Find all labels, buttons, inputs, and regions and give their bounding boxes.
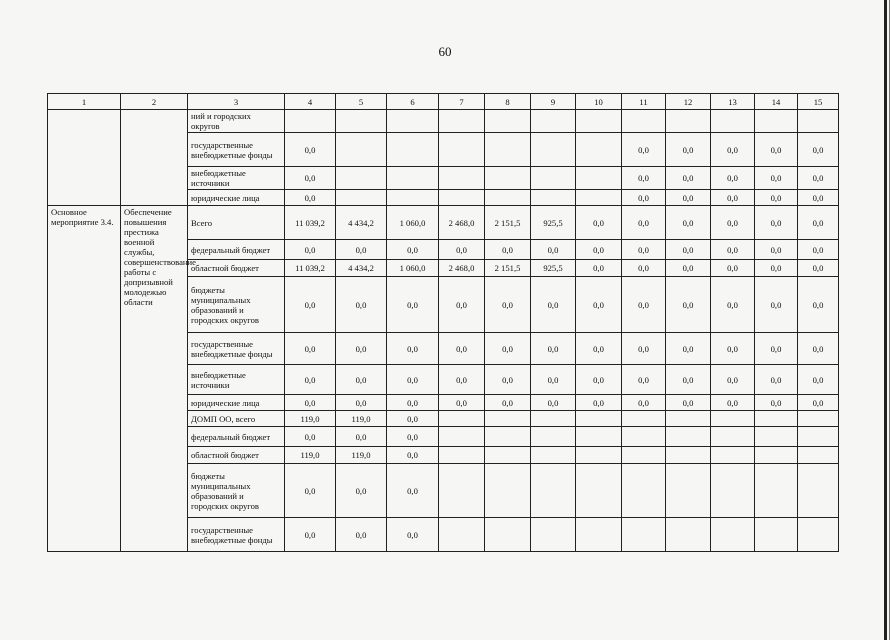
column-header: 5 (336, 94, 387, 110)
value-cell: 0,0 (666, 333, 711, 365)
value-cell: 0,0 (285, 277, 336, 333)
value-cell (485, 464, 531, 518)
funding-source-cell: государственные внебюджетные фонды (188, 133, 285, 167)
value-cell (531, 427, 576, 447)
value-cell: 0,0 (798, 260, 839, 277)
funding-source-cell: федеральный бюджет (188, 240, 285, 260)
funding-source-cell: Всего (188, 206, 285, 240)
value-cell: 0,0 (285, 167, 336, 190)
column-header: 12 (666, 94, 711, 110)
value-cell: 0,0 (285, 333, 336, 365)
value-cell: 0,0 (622, 277, 666, 333)
value-cell: 0,0 (711, 333, 755, 365)
value-cell (666, 447, 711, 464)
value-cell (711, 464, 755, 518)
column-header: 3 (188, 94, 285, 110)
value-cell: 0,0 (666, 395, 711, 411)
value-cell: 0,0 (439, 277, 485, 333)
value-cell (439, 464, 485, 518)
funding-source-cell: государственные внебюджетные фонды (188, 518, 285, 552)
value-cell (666, 110, 711, 133)
column-header: 11 (622, 94, 666, 110)
value-cell (755, 411, 798, 427)
value-cell (798, 518, 839, 552)
value-cell (666, 464, 711, 518)
value-cell: 0,0 (485, 395, 531, 411)
value-cell (798, 447, 839, 464)
value-cell: 0,0 (666, 206, 711, 240)
value-cell: 0,0 (666, 260, 711, 277)
value-cell: 0,0 (531, 395, 576, 411)
value-cell: 0,0 (531, 240, 576, 260)
value-cell: 0,0 (711, 277, 755, 333)
value-cell (666, 427, 711, 447)
value-cell (439, 518, 485, 552)
value-cell: 0,0 (285, 365, 336, 395)
value-cell (531, 110, 576, 133)
table-body (48, 110, 839, 552)
funding-source-cell: юридические лица (188, 395, 285, 411)
column-header: 13 (711, 94, 755, 110)
value-cell (531, 518, 576, 552)
value-cell: 0,0 (387, 333, 439, 365)
value-cell (531, 167, 576, 190)
value-cell: 0,0 (387, 395, 439, 411)
value-cell: 0,0 (755, 133, 798, 167)
value-cell (387, 190, 439, 206)
value-cell: 0,0 (439, 365, 485, 395)
value-cell: 0,0 (387, 277, 439, 333)
value-cell (622, 411, 666, 427)
column-header: 6 (387, 94, 439, 110)
scan-edge (884, 0, 887, 640)
value-cell: 0,0 (622, 133, 666, 167)
value-cell: 925,5 (531, 206, 576, 240)
value-cell: 0,0 (285, 190, 336, 206)
value-cell (576, 447, 622, 464)
value-cell (711, 427, 755, 447)
value-cell (711, 110, 755, 133)
table-row (48, 206, 839, 240)
value-cell (622, 464, 666, 518)
value-cell: 0,0 (285, 240, 336, 260)
measure-description-cell (121, 110, 188, 206)
value-cell: 0,0 (576, 333, 622, 365)
value-cell (576, 110, 622, 133)
value-cell (485, 167, 531, 190)
value-cell: 0,0 (666, 167, 711, 190)
value-cell (711, 411, 755, 427)
value-cell (485, 447, 531, 464)
value-cell: 0,0 (755, 190, 798, 206)
funding-source-cell: ний и городских округов (188, 110, 285, 133)
value-cell: 0,0 (711, 395, 755, 411)
funding-source-cell: областной бюджет (188, 260, 285, 277)
value-cell: 0,0 (798, 240, 839, 260)
value-cell (485, 427, 531, 447)
value-cell: 0,0 (387, 365, 439, 395)
value-cell: 0,0 (387, 427, 439, 447)
value-cell: 0,0 (622, 365, 666, 395)
measure-name-cell: Основное мероприятие 3.4. (48, 206, 121, 552)
value-cell (576, 518, 622, 552)
value-cell: 0,0 (711, 167, 755, 190)
value-cell (798, 110, 839, 133)
value-cell: 0,0 (336, 427, 387, 447)
value-cell: 0,0 (711, 240, 755, 260)
column-header: 10 (576, 94, 622, 110)
value-cell: 0,0 (336, 518, 387, 552)
value-cell (387, 133, 439, 167)
value-cell (439, 427, 485, 447)
value-cell (622, 427, 666, 447)
value-cell: 0,0 (666, 365, 711, 395)
value-cell: 0,0 (711, 190, 755, 206)
value-cell: 2 151,5 (485, 260, 531, 277)
funding-source-cell: областной бюджет (188, 447, 285, 464)
value-cell (531, 190, 576, 206)
value-cell: 0,0 (622, 167, 666, 190)
value-cell (336, 190, 387, 206)
value-cell: 0,0 (622, 240, 666, 260)
value-cell: 0,0 (531, 333, 576, 365)
value-cell (798, 427, 839, 447)
value-cell: 0,0 (755, 260, 798, 277)
value-cell (576, 464, 622, 518)
value-cell: 11 039,2 (285, 260, 336, 277)
value-cell: 0,0 (622, 260, 666, 277)
value-cell (387, 167, 439, 190)
funding-source-cell: федеральный бюджет (188, 427, 285, 447)
value-cell (666, 518, 711, 552)
value-cell (531, 464, 576, 518)
value-cell (576, 167, 622, 190)
value-cell (576, 133, 622, 167)
measure-name-cell (48, 110, 121, 206)
value-cell: 0,0 (336, 240, 387, 260)
value-cell: 0,0 (798, 190, 839, 206)
value-cell: 0,0 (576, 395, 622, 411)
value-cell: 0,0 (285, 395, 336, 411)
value-cell: 925,5 (531, 260, 576, 277)
value-cell: 0,0 (285, 518, 336, 552)
value-cell (439, 133, 485, 167)
value-cell (622, 518, 666, 552)
value-cell (622, 447, 666, 464)
value-cell: 0,0 (622, 395, 666, 411)
value-cell: 0,0 (755, 206, 798, 240)
funding-source-cell: ДОМП ОО, всего (188, 411, 285, 427)
value-cell: 0,0 (622, 206, 666, 240)
value-cell (439, 411, 485, 427)
value-cell: 0,0 (755, 277, 798, 333)
value-cell (711, 447, 755, 464)
value-cell: 0,0 (798, 277, 839, 333)
value-cell: 0,0 (711, 206, 755, 240)
value-cell: 0,0 (531, 277, 576, 333)
value-cell: 0,0 (336, 464, 387, 518)
value-cell (439, 447, 485, 464)
funding-source-cell: юридические лица (188, 190, 285, 206)
value-cell: 0,0 (755, 167, 798, 190)
value-cell: 0,0 (622, 333, 666, 365)
funding-table (47, 93, 839, 552)
value-cell (531, 447, 576, 464)
value-cell: 0,0 (622, 190, 666, 206)
value-cell: 0,0 (285, 464, 336, 518)
value-cell: 0,0 (336, 365, 387, 395)
value-cell: 0,0 (531, 365, 576, 395)
value-cell: 0,0 (755, 333, 798, 365)
value-cell: 0,0 (666, 133, 711, 167)
value-cell: 2 468,0 (439, 206, 485, 240)
value-cell: 0,0 (336, 333, 387, 365)
value-cell (485, 133, 531, 167)
value-cell: 2 151,5 (485, 206, 531, 240)
value-cell (576, 427, 622, 447)
value-cell (336, 110, 387, 133)
value-cell (531, 133, 576, 167)
value-cell: 0,0 (798, 206, 839, 240)
value-cell: 0,0 (485, 240, 531, 260)
value-cell: 4 434,2 (336, 260, 387, 277)
value-cell: 4 434,2 (336, 206, 387, 240)
value-cell (755, 427, 798, 447)
value-cell: 0,0 (485, 333, 531, 365)
value-cell (285, 110, 336, 133)
value-cell (439, 167, 485, 190)
value-cell: 0,0 (755, 395, 798, 411)
value-cell (755, 447, 798, 464)
value-cell: 1 060,0 (387, 260, 439, 277)
funding-source-cell: бюджеты муниципальных образований и городских округов (188, 464, 285, 518)
value-cell: 0,0 (387, 464, 439, 518)
value-cell (711, 518, 755, 552)
funding-source-cell: государственные внебюджетные фонды (188, 333, 285, 365)
value-cell: 0,0 (576, 240, 622, 260)
value-cell: 0,0 (485, 277, 531, 333)
value-cell (798, 411, 839, 427)
column-header: 15 (798, 94, 839, 110)
value-cell: 0,0 (576, 206, 622, 240)
value-cell: 0,0 (798, 133, 839, 167)
value-cell: 0,0 (711, 133, 755, 167)
value-cell: 0,0 (387, 447, 439, 464)
value-cell: 119,0 (336, 447, 387, 464)
value-cell: 0,0 (798, 395, 839, 411)
value-cell: 0,0 (285, 133, 336, 167)
value-cell: 119,0 (285, 447, 336, 464)
value-cell: 0,0 (576, 260, 622, 277)
value-cell (485, 190, 531, 206)
value-cell (439, 190, 485, 206)
column-header: 14 (755, 94, 798, 110)
value-cell: 0,0 (387, 518, 439, 552)
column-header: 8 (485, 94, 531, 110)
column-header: 2 (121, 94, 188, 110)
value-cell (439, 110, 485, 133)
value-cell: 0,0 (576, 365, 622, 395)
value-cell: 0,0 (755, 365, 798, 395)
column-header: 4 (285, 94, 336, 110)
value-cell: 0,0 (798, 365, 839, 395)
value-cell: 0,0 (439, 240, 485, 260)
value-cell (336, 133, 387, 167)
value-cell (798, 464, 839, 518)
value-cell: 0,0 (336, 277, 387, 333)
value-cell: 0,0 (439, 395, 485, 411)
value-cell (576, 190, 622, 206)
measure-description-cell: Обеспечение повышения престижа военной службы, совершенствование работы с допризывной молодежью области (121, 206, 188, 552)
value-cell (666, 411, 711, 427)
value-cell: 11 039,2 (285, 206, 336, 240)
column-header: 1 (48, 94, 121, 110)
value-cell: 0,0 (711, 365, 755, 395)
value-cell (387, 110, 439, 133)
value-cell (485, 518, 531, 552)
value-cell: 0,0 (285, 427, 336, 447)
value-cell: 0,0 (666, 190, 711, 206)
value-cell: 1 060,0 (387, 206, 439, 240)
value-cell (755, 110, 798, 133)
column-header: 7 (439, 94, 485, 110)
value-cell: 0,0 (798, 333, 839, 365)
value-cell: 0,0 (798, 167, 839, 190)
column-header: 9 (531, 94, 576, 110)
value-cell (336, 167, 387, 190)
value-cell: 0,0 (439, 333, 485, 365)
value-cell (755, 518, 798, 552)
value-cell: 0,0 (387, 240, 439, 260)
value-cell (755, 464, 798, 518)
value-cell: 119,0 (336, 411, 387, 427)
funding-source-cell: бюджеты муниципальных образований и городских округов (188, 277, 285, 333)
page-number: 60 (438, 44, 452, 59)
table-row (48, 110, 839, 133)
value-cell: 0,0 (336, 395, 387, 411)
table-header-row (48, 94, 839, 110)
value-cell: 0,0 (387, 411, 439, 427)
value-cell: 0,0 (711, 260, 755, 277)
value-cell (485, 110, 531, 133)
value-cell (622, 110, 666, 133)
value-cell: 0,0 (485, 365, 531, 395)
value-cell: 0,0 (666, 277, 711, 333)
value-cell: 0,0 (755, 240, 798, 260)
value-cell (576, 411, 622, 427)
value-cell (531, 411, 576, 427)
value-cell: 119,0 (285, 411, 336, 427)
funding-source-cell: внебюджетные источники (188, 365, 285, 395)
value-cell (485, 411, 531, 427)
value-cell: 2 468,0 (439, 260, 485, 277)
value-cell: 0,0 (576, 277, 622, 333)
funding-source-cell: внебюджетные источники (188, 167, 285, 190)
value-cell: 0,0 (666, 240, 711, 260)
